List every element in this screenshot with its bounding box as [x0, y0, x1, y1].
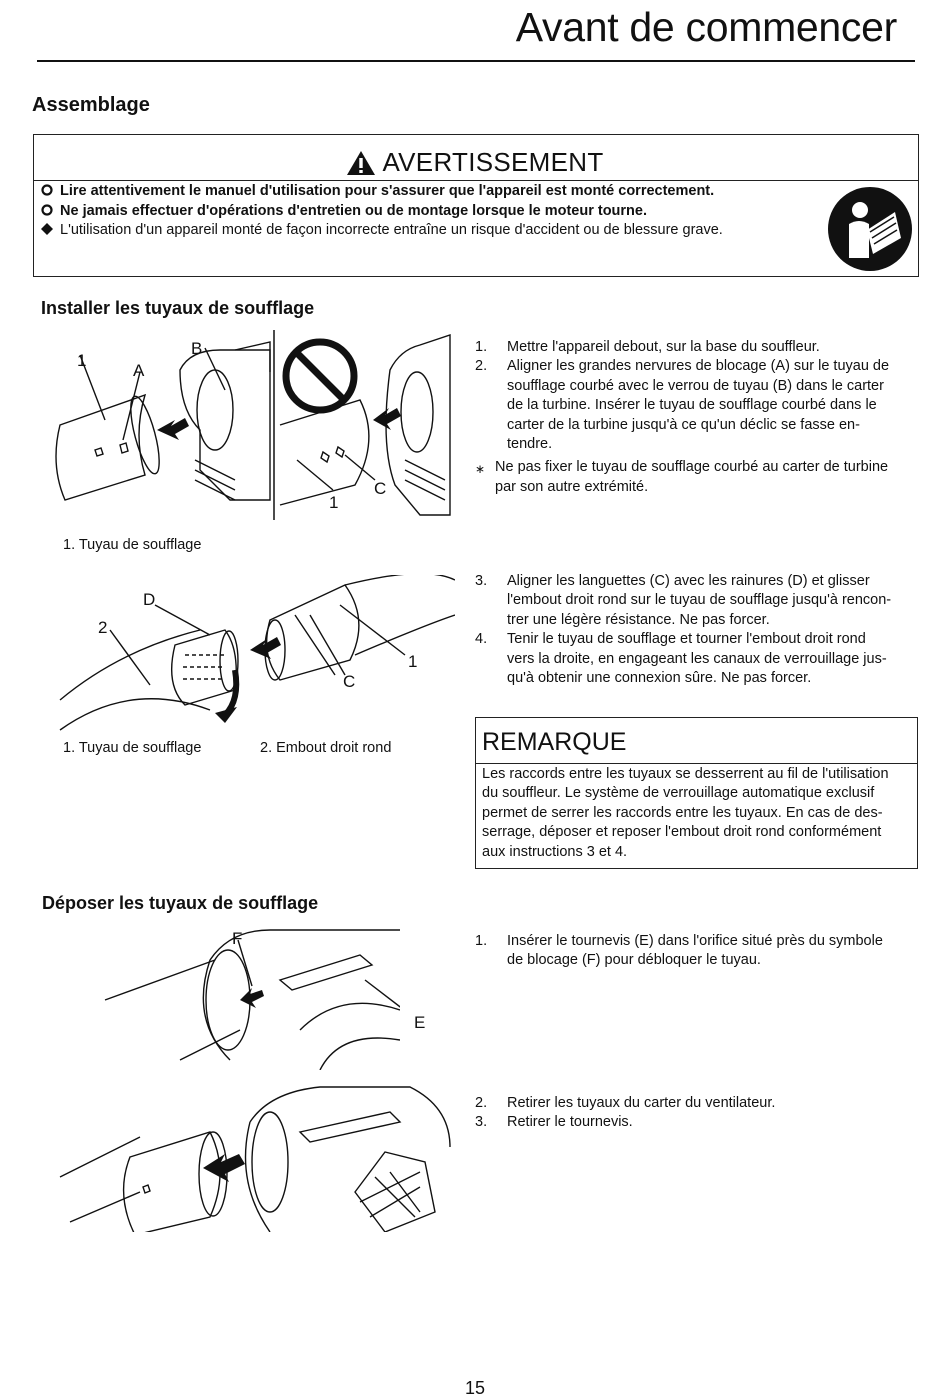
label-b: B	[191, 339, 203, 358]
step-item: 3. Aligner les languettes (C) avec les rainures (D) et glisser l'embout droit rond sur le tuyau de soufflage jusqu'à rencon- trer une légère résistance. Ne pas forcer.	[475, 573, 892, 628]
label-2: 2	[98, 618, 108, 637]
warning-rule	[33, 180, 919, 181]
figure2-caption-1: 1. Tuyau de soufflage	[63, 740, 202, 756]
step-item: 2. Aligner les grandes nervures de blocage (A) sur le tuyau de soufflage courbé avec le verrou de tuyau (B) dans le carter de la turbine. Insérer le tuyau de soufflage courbé dans le carter de la turbine jusqu'à ce qu'un déclic se fasse en- tendre.	[475, 358, 890, 453]
note-rule	[475, 763, 918, 764]
label-e-box	[400, 1010, 430, 1040]
label-f: F	[232, 929, 243, 948]
warning-line	[40, 222, 723, 238]
warning-title: AVERTISSEMENT	[382, 147, 604, 177]
title-rule	[37, 60, 915, 62]
warning-line-text: L'utilisation d'un appareil monté de façon incorrecte entraîne un risque d'accident ou de blessure grave.	[60, 222, 723, 238]
step-item: 2. Retirer les tuyaux du carter du ventilateur.	[475, 1095, 776, 1111]
note-text: Les raccords entre les tuyaux se desserrent au fil de l'utilisation du souffleur. Le système de verrouillage automatique exclusif permet de serrer les raccords entre les tuyaux. En cas de des- serrage, déposer et reposer l'embout droit rond conformément aux instructions 3 et 4.	[482, 766, 889, 860]
read-manual-icon	[827, 186, 913, 272]
install-title: Installer les tuyaux de soufflage	[41, 298, 315, 318]
warning-line-text: Ne jamais effectuer d'opérations d'entretien ou de montage lorsque le moteur tourne.	[60, 203, 648, 219]
circle-bullet-icon	[40, 184, 54, 199]
label-1c: 1	[408, 652, 418, 671]
label-d: D	[143, 590, 156, 609]
figure1-caption: 1. Tuyau de soufflage	[63, 537, 202, 553]
install-steps-2	[475, 572, 925, 688]
figure2-caption-2: 2. Embout droit rond	[260, 740, 392, 756]
label-1b: 1	[329, 493, 339, 512]
circle-bullet-icon	[40, 204, 54, 219]
figure-install-tube	[55, 330, 455, 520]
remove-title: Déposer les tuyaux de soufflage	[42, 893, 319, 913]
figure-remove-tube	[55, 1082, 455, 1232]
page-title: Avant de commencer	[515, 4, 897, 50]
install-steps	[475, 338, 925, 497]
step-item: 1. Mettre l'appareil debout, sur la base du souffleur.	[475, 339, 820, 355]
warning-line	[40, 203, 647, 219]
step-item: 4. Tenir le tuyau de soufflage et tourner l'embout droit rond vers la droite, en engageant les canaux de verrouillage jus- qu'à obtenir une connexion sûre. Ne pas forcer.	[475, 631, 887, 687]
warning-line	[40, 183, 714, 199]
warning-header	[0, 147, 950, 183]
note-title: REMARQUE	[482, 728, 627, 756]
warning-triangle-icon	[346, 150, 376, 176]
step-item: 1. Insérer le tournevis (E) dans l'orifice situé près du symbole de blocage (F) pour débloquer le tuyau.	[475, 933, 883, 969]
warning-line-text: Lire attentivement le manuel d'utilisation pour s'assurer que l'appareil est monté correctement.	[60, 183, 715, 199]
diamond-bullet-icon	[40, 223, 54, 238]
label-c: C	[374, 479, 387, 498]
label-c2: C	[343, 672, 356, 691]
remove-steps-2	[475, 1094, 925, 1133]
section-title: Assemblage	[32, 94, 150, 116]
label-a: A	[133, 361, 145, 380]
figure-round-nozzle	[55, 575, 455, 735]
figure-screwdriver	[100, 920, 400, 1070]
label-1: 1	[77, 351, 87, 370]
step-item: ∗ Ne pas fixer le tuyau de soufflage courbé au carter de turbine par son autre extrémité.	[475, 459, 889, 495]
remove-steps	[475, 932, 925, 971]
step-item: 3. Retirer le tournevis.	[475, 1114, 633, 1131]
svg-text:E: E	[414, 1013, 426, 1032]
page-number: 15	[464, 1378, 486, 1398]
